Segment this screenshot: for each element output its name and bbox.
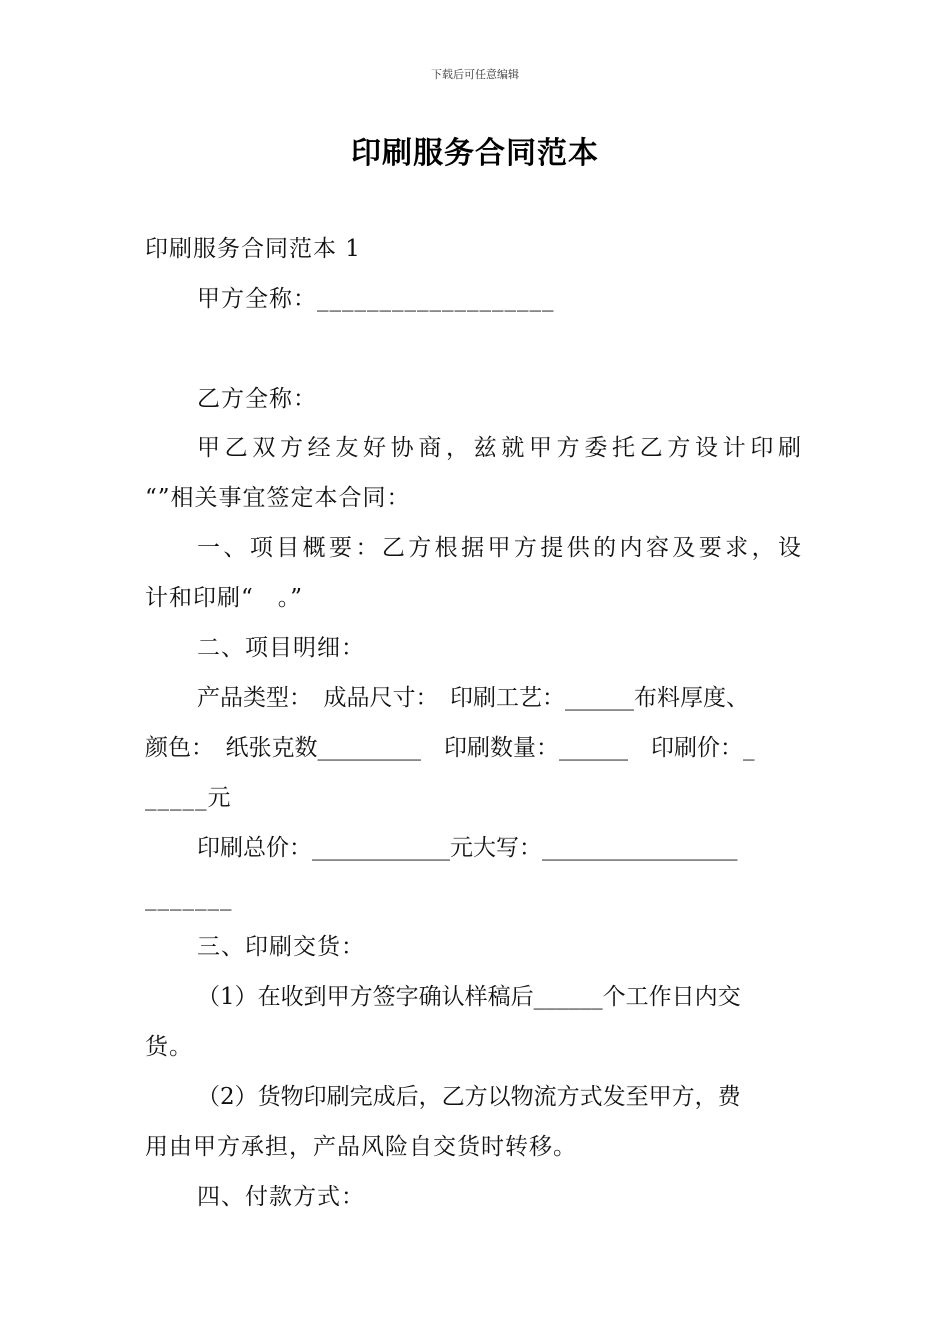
delivery-clause-2-line-2: 用由甲方承担，产品风险自交货时转移。	[145, 1134, 577, 1160]
preamble-line-2: “”相关事宜签定本合同：	[145, 485, 411, 511]
section-heading-contract-1: 印刷服务合同范本 1	[145, 236, 361, 262]
product-spec-line-2: 颜色： 纸张克数_________ 印刷数量：______ 印刷价：_	[145, 735, 755, 761]
preamble-line-1: 甲乙双方经友好协商，兹就甲方委托乙方设计印刷	[197, 435, 802, 461]
project-overview-line-1: 一、项目概要：乙方根据甲方提供的内容及要求，设	[197, 535, 802, 561]
party-a-name-line: 甲方全称：___________________	[197, 286, 555, 312]
delivery-heading: 三、印刷交货：	[197, 934, 365, 960]
party-b-name-line: 乙方全称：	[197, 386, 317, 412]
delivery-clause-1-line-1: （1）在收到甲方签字确认样稿后______个工作日内交	[197, 984, 741, 1010]
product-spec-line-3: _____元	[145, 785, 232, 811]
payment-heading: 四、付款方式：	[197, 1184, 365, 1210]
delivery-clause-2-line-1: （2）货物印刷完成后，乙方以物流方式发至甲方，费	[197, 1084, 741, 1110]
project-details-heading: 二、项目明细：	[197, 635, 365, 661]
total-price-line-continued: _______	[145, 885, 233, 911]
document-title: 印刷服务合同范本	[351, 136, 599, 171]
project-overview-line-2: 计和印刷“ 。”	[145, 585, 304, 611]
product-spec-line-1: 产品类型： 成品尺寸： 印刷工艺：______布料厚度、	[197, 685, 749, 711]
header-note: 下载后可任意编辑	[431, 68, 519, 81]
total-price-line: 印刷总价：____________元大写：_________________	[197, 835, 738, 861]
delivery-clause-1-line-2: 货。	[145, 1034, 193, 1060]
